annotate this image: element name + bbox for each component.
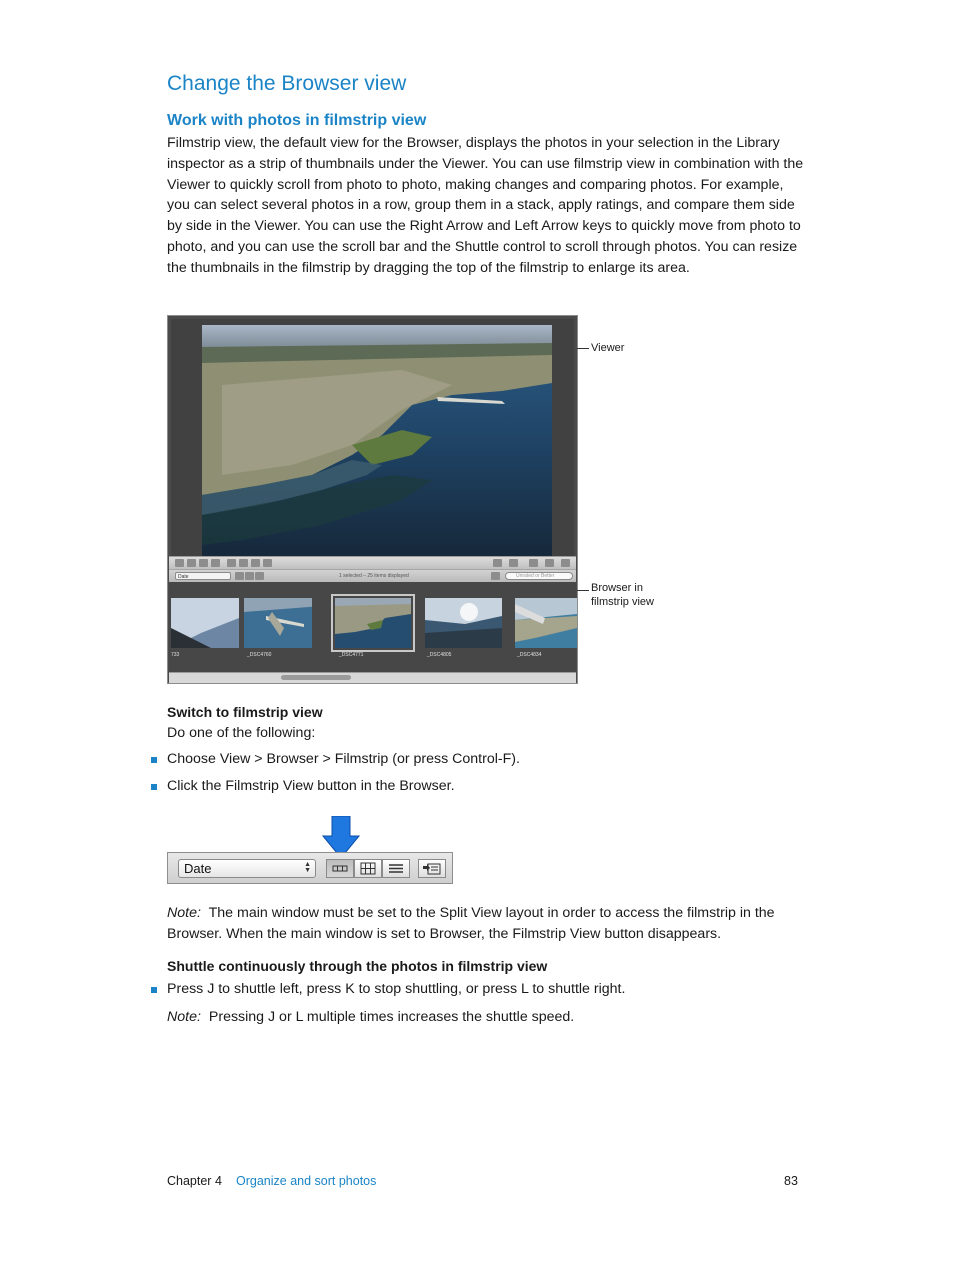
redeye-tool-icon[interactable] [251,559,260,567]
callout-browser-line: Browser in [591,582,643,594]
lift-tool-icon[interactable] [187,559,196,567]
stack-icon[interactable] [529,559,538,567]
view-icon[interactable] [493,559,502,567]
bullet-marker [151,784,157,790]
bullet-item: Choose View > Browser > Filmstrip (or press Control-F). [167,751,520,767]
footer-chapter: Chapter 4 [167,1174,222,1188]
brush-tool-icon[interactable] [263,559,272,567]
intro-paragraph: Filmstrip view, the default view for the Browser, displays the photos in your selection in the Library inspector as a strip of thumbnails under the Viewer. You can use filmstrip view in combination with the Viewer to quickly scroll from photo to photo, making changes and comparing photos. For example, you can select several photos in a row, group them in a stack, apply ratings, and compare them side by side in the Viewer. You can use the Right Arrow and Left Arrow keys to quickly move from photo to photo, and you can use the scroll bar and the Shuttle control to scroll through photos. You can resize the thumbnails in the filmstrip by dragging the top of the filmstrip to enlarge its area. [167,135,804,276]
thumbnail-label: _DSC4771 [339,652,364,658]
aerial-photo [202,325,552,557]
scroll-thumb[interactable] [281,675,351,680]
section-subheading: Work with photos in filmstrip view [167,112,427,129]
grid-view-icon[interactable] [245,572,254,580]
menu-icon[interactable] [561,559,570,567]
thumbnail-label: _DSC4760 [247,652,272,658]
selection-status: 1 selected – 25 items displayed [339,573,409,579]
filter-icon[interactable] [491,572,500,580]
browser-toolbar-screenshot [167,852,453,884]
note-paragraph [167,903,807,945]
note-text: Pressing J or L multiple times increases the shuttle speed. [208,1009,575,1025]
shuttle-section-title: Shuttle continuously through the photos in filmstrip view [167,958,548,974]
filmstrip-scrollbar[interactable] [169,672,576,683]
sort-date-value: Date [184,861,212,876]
stamp-tool-icon[interactable] [199,559,208,567]
callout-browser-line: filmstrip view [591,596,654,608]
page-number: 83 [784,1174,798,1188]
bullet-marker [151,987,157,993]
bullet-item: Press J to shuttle left, press K to stop shuttling, or press L to shuttle right. [167,981,626,997]
sort-select[interactable]: Date [175,572,231,580]
switch-section-title: Switch to filmstrip view [167,704,323,720]
split-view-icon[interactable] [545,559,554,567]
thumbnail[interactable] [171,598,239,648]
thumbnail[interactable] [515,598,577,648]
thumbnail-label: _DSC4834 [517,652,542,658]
filmstrip-icon [327,860,353,877]
filmstrip-view-icon[interactable] [235,572,244,580]
filmstrip-browser [169,582,576,672]
thumbnail-label: 733 [171,652,180,658]
note-label: Note: [167,1009,201,1025]
bullet-item: Click the Filmstrip View button in the Browser. [167,778,455,794]
export-icon [419,860,445,877]
callout-line [577,590,589,591]
list-view-icon[interactable] [255,572,264,580]
eye-icon[interactable] [509,559,518,567]
page-heading: Change the Browser view [167,72,407,95]
thumbnail[interactable] [244,598,312,648]
switch-section-lead: Do one of the following: [167,725,316,741]
callout-line [577,348,589,349]
select-arrows-icon: ▲ ▼ [304,861,311,874]
browser-toolbar [169,556,576,570]
grid-view-button[interactable] [354,859,382,878]
footer-chapter-title[interactable]: Organize and sort photos [236,1174,377,1188]
sort-date-select[interactable] [178,859,316,878]
list-icon [383,860,409,877]
filmstrip-screenshot [167,315,578,684]
browser-sort-bar [169,569,576,583]
callout-browser [591,581,654,609]
crop-tool-icon[interactable] [239,559,248,567]
note-paragraph [167,1007,574,1028]
search-field[interactable]: Unrated or Better [505,572,573,580]
list-view-button[interactable] [382,859,410,878]
rotate-tool-icon[interactable] [227,559,236,567]
grid-icon [355,860,381,877]
note-label: Note: [167,905,201,921]
bullet-marker [151,757,157,763]
thumbnail[interactable] [425,598,502,648]
note-text: The main window must be set to the Split View layout in order to access the filmstrip in the Browser. When the main window is set to Browser, the Filmstrip View button disappears. [167,905,775,942]
callout-viewer: Viewer [591,342,625,354]
select-tool-icon[interactable] [175,559,184,567]
thumbnail-selected[interactable] [335,598,411,648]
thumbnail-label: _DSC4805 [427,652,452,658]
filmstrip-view-button[interactable] [326,859,354,878]
export-button[interactable] [418,859,446,878]
viewer-pane [171,319,574,556]
scan-tool-icon[interactable] [211,559,220,567]
